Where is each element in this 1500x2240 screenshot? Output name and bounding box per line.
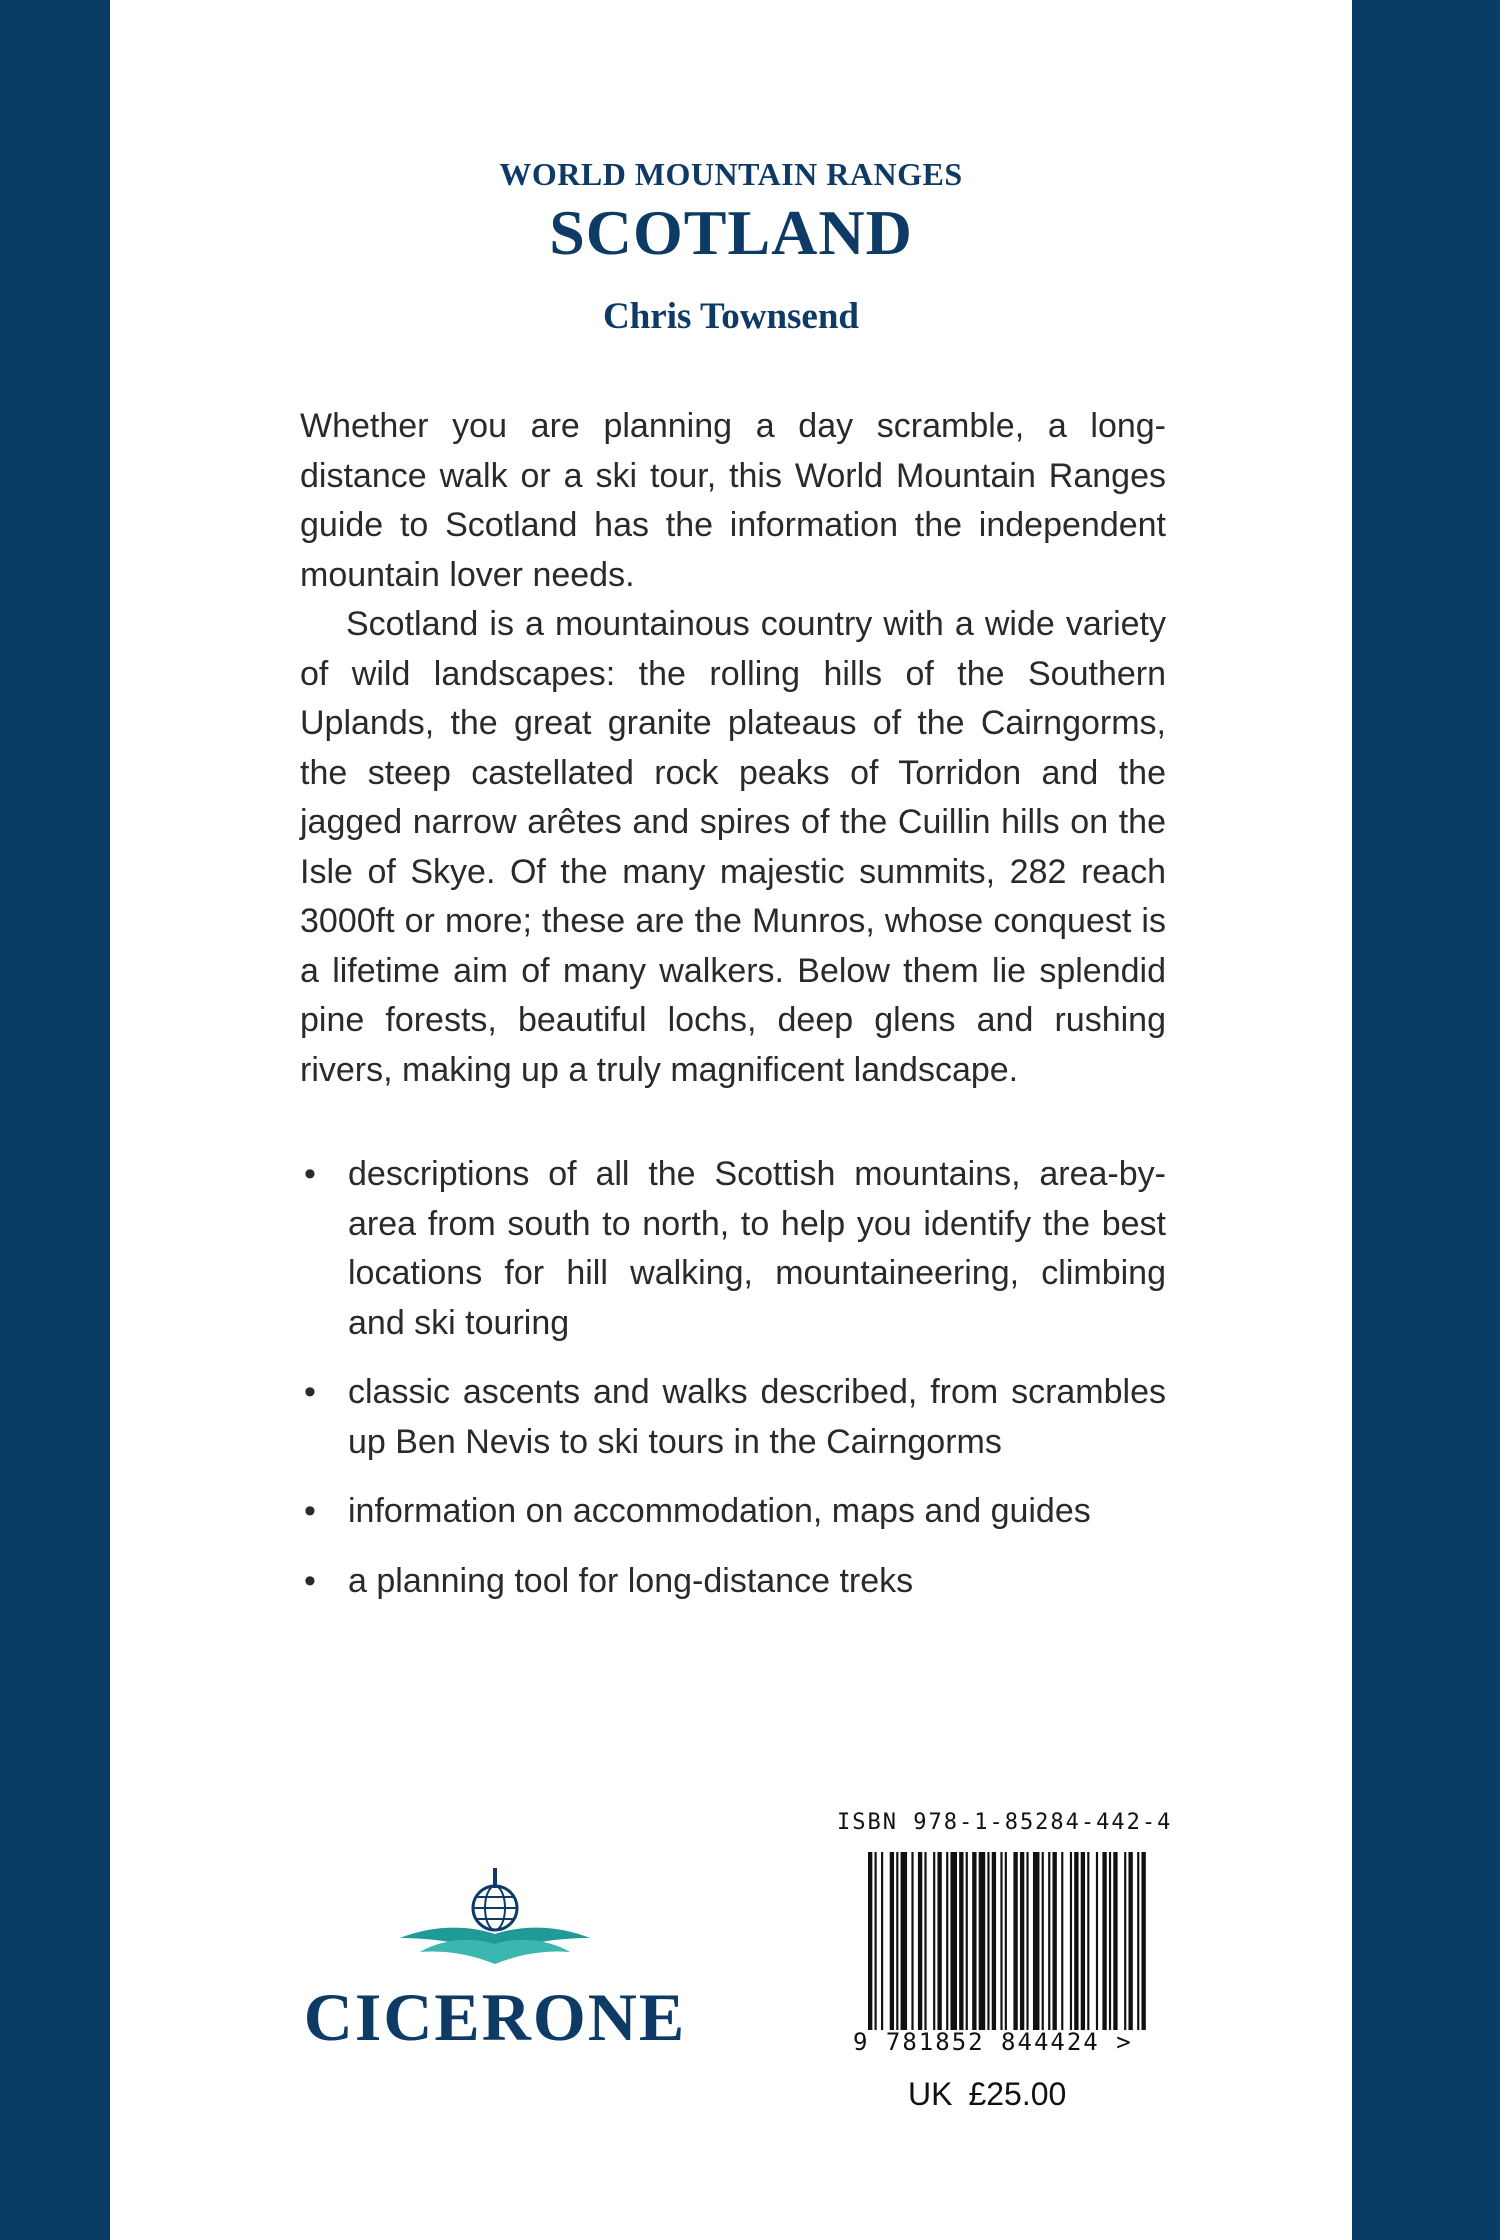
- bullet-icon: •: [304, 1155, 316, 1193]
- barcode-bar: [868, 1852, 872, 2030]
- barcode-bar: [1026, 1852, 1028, 2030]
- globe-book-icon: [300, 1860, 690, 1980]
- barcode-bar: [1013, 1852, 1017, 2030]
- barcode-bar: [1070, 1852, 1072, 2030]
- list-item: [300, 1487, 1166, 1537]
- barcode-bar: [979, 1852, 986, 2030]
- barcode-bar: [875, 1852, 877, 2030]
- cover-header: [110, 150, 1352, 338]
- bullet-icon: •: [304, 1561, 316, 1600]
- barcode-bar: [890, 1852, 894, 2030]
- barcode-bar: [1109, 1852, 1111, 2030]
- blurb-paragraph-2: Scotland is a mountainous country with a wide variety of wild landscapes: the rolling hills of the Southern Uplands, the great granite plateaus of the Cairngorms, the steep castellated rock peaks of Torridon and the jagged narrow arêtes and spires of the Cuillin hills on the Isle of Skye. Of the many majestic summits, 282 reach 3000ft or more; these are the Munros, whose conquest is a lifetime aim of many walkers. Below them lie splendid pine forests, beautiful lochs, deep glens and rushing rivers, making up a truly magnificent landscape.: [300, 605, 1166, 1089]
- bullet-icon: •: [304, 1492, 316, 1530]
- price-amount: £25.00: [968, 2076, 1067, 2112]
- barcode-bar: [1042, 1852, 1044, 2030]
- blurb-paragraph-1: Whether you are planning a day scramble, a long-distance walk or a ski tour, this World Mountain Ranges guide to Scotland has the information the independent mountain lover needs.: [300, 407, 1166, 594]
- barcode-bar: [946, 1852, 948, 2030]
- publisher-logo: [300, 1860, 690, 2060]
- feature-list: [300, 1150, 1166, 1626]
- isbn-label: ISBN 978-1-85284-442-4: [837, 1810, 1173, 1835]
- barcode-digits: 9 781852 844424 >: [853, 2028, 1133, 2056]
- list-item-text: a planning tool for long-distance treks: [348, 1561, 914, 1600]
- barcode-bar: [911, 1852, 913, 2030]
- price: [908, 2076, 1066, 2113]
- barcode-bar: [1048, 1852, 1050, 2030]
- barcode-bar: [992, 1852, 996, 2030]
- publisher-logo-text: CICERONE: [303, 1979, 687, 2055]
- barcode-bar: [987, 1852, 989, 2030]
- spine-right-band: [1352, 0, 1500, 2240]
- barcode-bar: [937, 1852, 941, 2030]
- barcode-bar: [1137, 1852, 1139, 2030]
- barcode-bar: [972, 1852, 976, 2030]
- author-name: Chris Townsend: [602, 296, 860, 337]
- barcode-bar: [901, 1852, 908, 2030]
- barcode-bar: [918, 1852, 922, 2030]
- barcode-bar: [1128, 1852, 1132, 2030]
- barcode-bar: [1033, 1852, 1040, 2030]
- barcode-bar: [896, 1852, 898, 2030]
- list-item: [300, 1150, 1166, 1348]
- book-title: SCOTLAND: [549, 197, 913, 268]
- price-region: UK: [908, 2076, 953, 2112]
- list-item-text: descriptions of all the Scottish mountains, area-by-area from south to north, to help you identify the best locations for hill walking, mountaineering, climbing and ski touring: [348, 1155, 1166, 1342]
- barcode-bar: [1074, 1852, 1078, 2030]
- blurb: [300, 402, 1166, 1095]
- list-item-text: classic ascents and walks described, from scrambles up Ben Nevis to ski tours in the Cairngorms: [348, 1373, 1166, 1461]
- barcode-bar: [1124, 1852, 1126, 2030]
- barcode-bar: [881, 1852, 883, 2030]
- barcode-bar: [924, 1852, 926, 2030]
- barcode-bar: [959, 1852, 963, 2030]
- barcode-bar: [1052, 1852, 1056, 2030]
- barcode-bar: [1113, 1852, 1117, 2030]
- barcode-bar: [1061, 1852, 1063, 2030]
- barcode-bar: [1096, 1852, 1098, 2030]
- barcode-bar: [1000, 1852, 1002, 2030]
- barcode-bar: [1005, 1852, 1007, 2030]
- list-item: [300, 1557, 1166, 1607]
- barcode-bar: [1081, 1852, 1085, 2030]
- barcode-bar: [1087, 1852, 1089, 2030]
- barcode-bar: [933, 1852, 935, 2030]
- barcode-bar: [1020, 1852, 1024, 2030]
- barcode-bar: [966, 1852, 968, 2030]
- barcode-bar: [1102, 1852, 1106, 2030]
- bullet-icon: •: [304, 1373, 316, 1411]
- barcode: [868, 1852, 1148, 2030]
- spine-left-band: [0, 0, 110, 2240]
- series-title: WORLD MOUNTAIN RANGES: [499, 156, 963, 192]
- list-item: [300, 1368, 1166, 1467]
- barcode-bar: [1141, 1852, 1145, 2030]
- list-item-text: information on accommodation, maps and guides: [348, 1492, 1091, 1530]
- barcode-bar: [950, 1852, 957, 2030]
